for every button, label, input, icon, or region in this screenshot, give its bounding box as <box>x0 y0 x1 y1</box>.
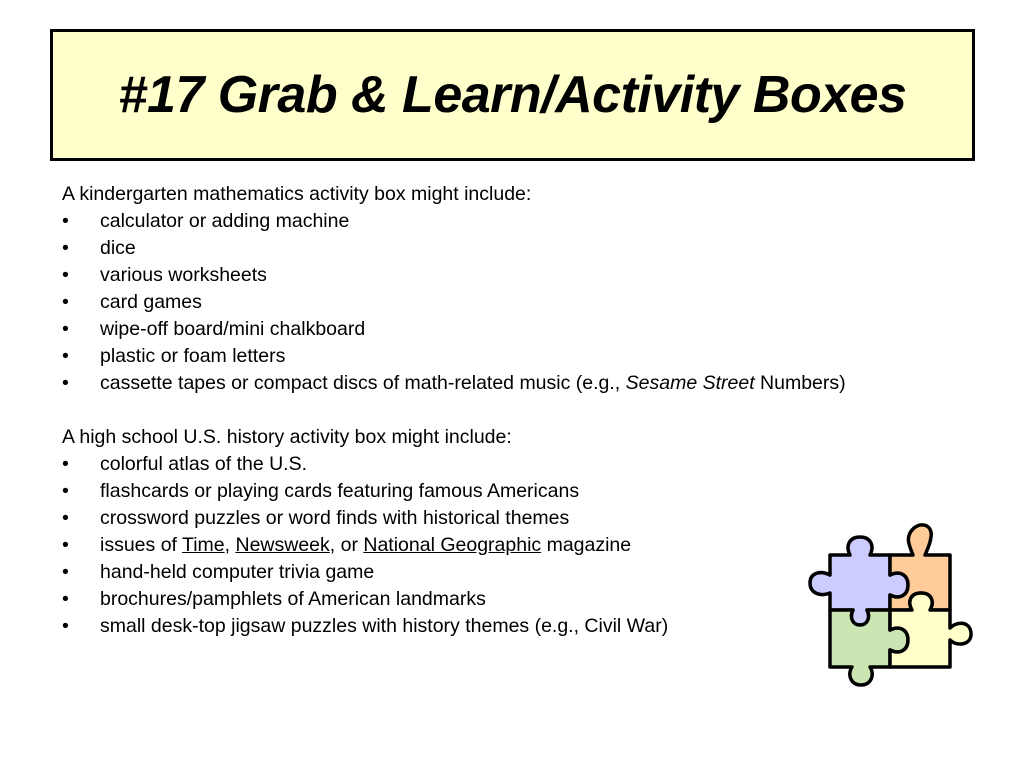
list-item <box>62 559 882 586</box>
list-item <box>62 343 882 370</box>
bullet: • <box>62 345 69 367</box>
list-item-text: plastic or foam letters <box>100 345 286 367</box>
list-item-text: calculator or adding machine <box>100 210 350 232</box>
bullet: • <box>62 318 69 340</box>
list-item-text: small desk-top jigsaw puzzles with history themes (e.g., Civil War) <box>100 615 669 637</box>
list-item <box>62 532 882 559</box>
bullet: • <box>62 507 69 529</box>
sesame-street-title: Sesame Street <box>625 372 755 394</box>
bullet: • <box>62 561 69 583</box>
bullet: • <box>62 453 69 475</box>
list-item-text: card games <box>100 291 202 313</box>
spacer <box>62 397 882 424</box>
slide-body <box>62 181 882 640</box>
bullet: • <box>62 372 69 394</box>
bullet: • <box>62 534 69 556</box>
separator: , or <box>329 534 364 556</box>
bullet: • <box>62 210 69 232</box>
list-item-text: colorful atlas of the U.S. <box>100 453 308 475</box>
bullet: • <box>62 237 69 259</box>
bullet: • <box>62 615 69 637</box>
list-item-text: cassette tapes or compact discs of math-related music (e.g., <box>100 372 626 394</box>
jigsaw-puzzle-icon <box>805 515 980 695</box>
list-item <box>62 613 882 640</box>
list-item <box>62 370 882 397</box>
list-item <box>62 235 882 262</box>
bullet: • <box>62 291 69 313</box>
kindergarten-list <box>62 208 882 397</box>
list-item-text: brochures/pamphlets of American landmarks <box>100 588 486 610</box>
list-item <box>62 262 882 289</box>
bullet: • <box>62 480 69 502</box>
list-item <box>62 451 882 478</box>
list-item <box>62 478 882 505</box>
highschool-intro: A high school U.S. history activity box might include: <box>62 426 512 448</box>
list-item-text: crossword puzzles or word finds with historical themes <box>100 507 570 529</box>
kindergarten-intro: A kindergarten mathematics activity box might include: <box>62 183 532 205</box>
bullet: • <box>62 588 69 610</box>
list-item-text: wipe-off board/mini chalkboard <box>100 318 366 340</box>
list-item <box>62 289 882 316</box>
list-item-text: magazine <box>541 534 632 556</box>
magazine-national-geographic: National Geographic <box>363 534 542 556</box>
list-item-text: issues of <box>100 534 183 556</box>
bullet: • <box>62 264 69 286</box>
list-item <box>62 316 882 343</box>
magazine-time: Time <box>182 534 225 556</box>
list-item <box>62 586 882 613</box>
list-item <box>62 208 882 235</box>
list-item-text: hand-held computer trivia game <box>100 561 375 583</box>
list-item <box>62 505 882 532</box>
highschool-list <box>62 451 882 640</box>
list-item-text: dice <box>100 237 136 259</box>
separator: , <box>224 534 236 556</box>
title-box <box>50 29 975 161</box>
list-item-text: various worksheets <box>100 264 267 286</box>
list-item-text: flashcards or playing cards featuring famous Americans <box>100 480 580 502</box>
slide-title: #17 Grab & Learn/Activity Boxes <box>118 66 907 124</box>
magazine-newsweek: Newsweek <box>235 534 330 556</box>
list-item-text: Numbers) <box>754 372 846 394</box>
